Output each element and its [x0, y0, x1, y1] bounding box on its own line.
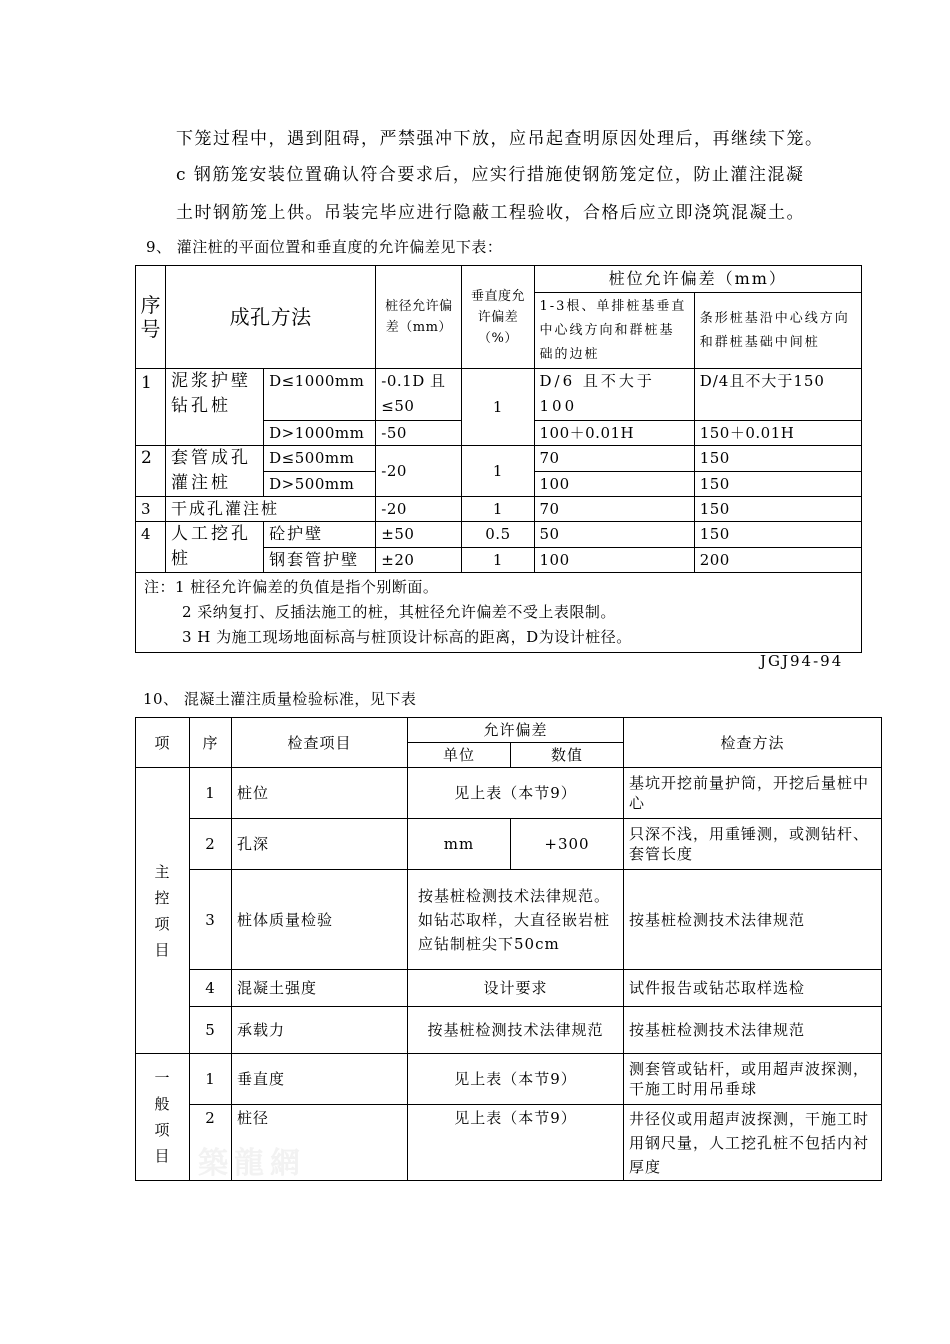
header-unit: 单位 [408, 743, 511, 768]
r5-allowed: 按基桩检测技术法律规范 [408, 1007, 624, 1054]
row1a-pos-edge: D/6 且不大于100 [534, 369, 694, 421]
row4-number: 4 [136, 522, 166, 573]
row4-name: 人工挖孔桩 [166, 522, 264, 573]
header-position-middle: 条形桩基沿中心线方向和群桩基础中间桩 [694, 293, 861, 369]
row4a-verticality: 0.5 [462, 522, 534, 548]
s2-number: 2 [190, 1105, 232, 1181]
row1b-condition: D>1000mm [264, 421, 376, 446]
s1-method: 测套管或钻杆，或用超声波探测，干施工时用吊垂球 [624, 1054, 882, 1105]
row1a-diameter: -0.1D 且≤50 [376, 369, 462, 421]
row4b-pos-middle: 200 [694, 547, 861, 573]
paragraph-line-2: c 钢筋笼安装位置确认符合要求后，应实行措施使钢筋笼定位，防止灌注混凝 [176, 165, 805, 185]
row1b-pos-middle: 150＋0.01H [694, 421, 861, 446]
row3-name: 干成孔灌注桩 [166, 497, 376, 522]
header-allowed-deviation: 允许偏差 [408, 718, 624, 743]
row2-verticality: 1 [462, 446, 534, 497]
row3-diameter: -20 [376, 497, 462, 522]
header-seq: 序 [190, 718, 232, 768]
note-1: 注：1 桩径允许偏差的负值是指个别断面。 [144, 578, 439, 596]
row1-name: 泥浆护壁钻孔桩 [166, 369, 264, 446]
header-check-item: 检查项目 [232, 718, 408, 768]
r2-number: 2 [190, 819, 232, 870]
header-position-deviation: 桩位允许偏差（mm） [534, 266, 862, 293]
row3-pos-edge: 70 [534, 497, 694, 522]
header-check-method: 检查方法 [624, 718, 882, 768]
s1-number: 1 [190, 1054, 232, 1105]
r2-unit: mm [408, 819, 511, 870]
r4-item: 混凝土强度 [232, 970, 408, 1007]
row2-name: 套管成孔灌注桩 [166, 446, 264, 497]
watermark: 築龍網 [198, 1146, 306, 1181]
row1-verticality: 1 [462, 369, 534, 446]
r2-item: 孔深 [232, 819, 408, 870]
r4-number: 4 [190, 970, 232, 1007]
row2a-condition: D≤500mm [264, 446, 376, 472]
table-notes [136, 573, 862, 653]
r1-method: 基坑开挖前量护筒，开挖后量桩中心 [624, 768, 882, 819]
header-verticality: 垂直度允许偏差（%） [462, 266, 534, 369]
row2b-pos-middle: 150 [694, 471, 861, 497]
s1-item: 垂直度 [232, 1054, 408, 1105]
r3-item: 桩体质量检验 [232, 870, 408, 970]
header-value: 数值 [511, 743, 624, 768]
s2-allowed: 见上表（本节9） [408, 1105, 624, 1181]
s1-allowed: 见上表（本节9） [408, 1054, 624, 1105]
row4b-diameter: ±20 [376, 547, 462, 573]
row4a-condition: 砼护壁 [264, 522, 376, 548]
r1-allowed: 见上表（本节9） [408, 768, 624, 819]
row2b-pos-edge: 100 [534, 471, 694, 497]
row4a-pos-middle: 150 [694, 522, 861, 548]
heading-9: 9、 灌注桩的平面位置和垂直度的允许偏差见下表： [146, 238, 503, 256]
pile-deviation-table [135, 265, 862, 653]
r1-item: 桩位 [232, 768, 408, 819]
row4b-pos-edge: 100 [534, 547, 694, 573]
header-seq: 序号 [136, 266, 166, 369]
note-3: 3 H 为施工现场地面标高与桩顶设计标高的距离，D为设计桩径。 [182, 628, 632, 646]
paragraph-line-1: 下笼过程中，遇到阻碍，严禁强冲下放，应吊起查明原因处理后，再继续下笼。 [176, 129, 824, 149]
header-diameter-deviation: 桩径允许偏差（mm） [376, 266, 462, 369]
r2-value: +300 [511, 819, 624, 870]
row2-number: 2 [136, 446, 166, 497]
heading-10: 10、 混凝土灌注质量检验标准，见下表 [143, 690, 417, 708]
r2-method: 只深不浅，用重锤测，或测钻杆、套管长度 [624, 819, 882, 870]
note-2: 2 采纳复打、反插法施工的桩，其桩径允许偏差不受上表限制。 [182, 603, 616, 621]
row1b-diameter: -50 [376, 421, 462, 446]
row1-number: 1 [136, 369, 166, 446]
row4a-pos-edge: 50 [534, 522, 694, 548]
row1b-pos-edge: 100＋0.01H [534, 421, 694, 446]
r4-method: 试件报告或钻芯取样选检 [624, 970, 882, 1007]
r4-allowed: 设计要求 [408, 970, 624, 1007]
row3-verticality: 1 [462, 497, 534, 522]
header-item: 项 [136, 718, 190, 768]
row2a-pos-edge: 70 [534, 446, 694, 472]
row2a-pos-middle: 150 [694, 446, 861, 472]
r1-number: 1 [190, 768, 232, 819]
s2-item: 桩径 [232, 1105, 408, 1181]
r3-method: 按基桩检测技术法律规范 [624, 870, 882, 970]
r5-method: 按基桩检测技术法律规范 [624, 1007, 882, 1054]
row4a-diameter: ±50 [376, 522, 462, 548]
group-main-control: 主控项目 [136, 768, 190, 1054]
row3-number: 3 [136, 497, 166, 522]
group-general: 一般项目 [136, 1054, 190, 1181]
s2-method: 井径仪或用超声波探测，干施工时用钢尺量，人工挖孔桩不包括内衬厚度 [624, 1105, 882, 1181]
paragraph-line-3: 土时钢筋笼上供。吊装完毕应进行隐蔽工程验收，合格后应立即浇筑混凝土。 [176, 203, 805, 223]
row2b-condition: D>500mm [264, 471, 376, 497]
r3-allowed: 按基桩检测技术法律规范。如钻芯取样，大直径嵌岩桩应钻制桩尖下50cm [408, 870, 624, 970]
header-method: 成孔方法 [166, 266, 376, 369]
r5-number: 5 [190, 1007, 232, 1054]
r5-item: 承载力 [232, 1007, 408, 1054]
row2-diameter: -20 [376, 446, 462, 497]
row4b-condition: 钢套管护壁 [264, 547, 376, 573]
header-position-edge: 1-3根、单排桩基垂直中心线方向和群桩基础的边桩 [534, 293, 694, 369]
quality-inspection-table [135, 717, 882, 1181]
row1a-pos-middle: D/4且不大于150 [694, 369, 861, 421]
standard-source: JGJ94-94 [760, 652, 844, 670]
row3-pos-middle: 150 [694, 497, 861, 522]
row4b-verticality: 1 [462, 547, 534, 573]
row1a-condition: D≤1000mm [264, 369, 376, 421]
r3-number: 3 [190, 870, 232, 970]
